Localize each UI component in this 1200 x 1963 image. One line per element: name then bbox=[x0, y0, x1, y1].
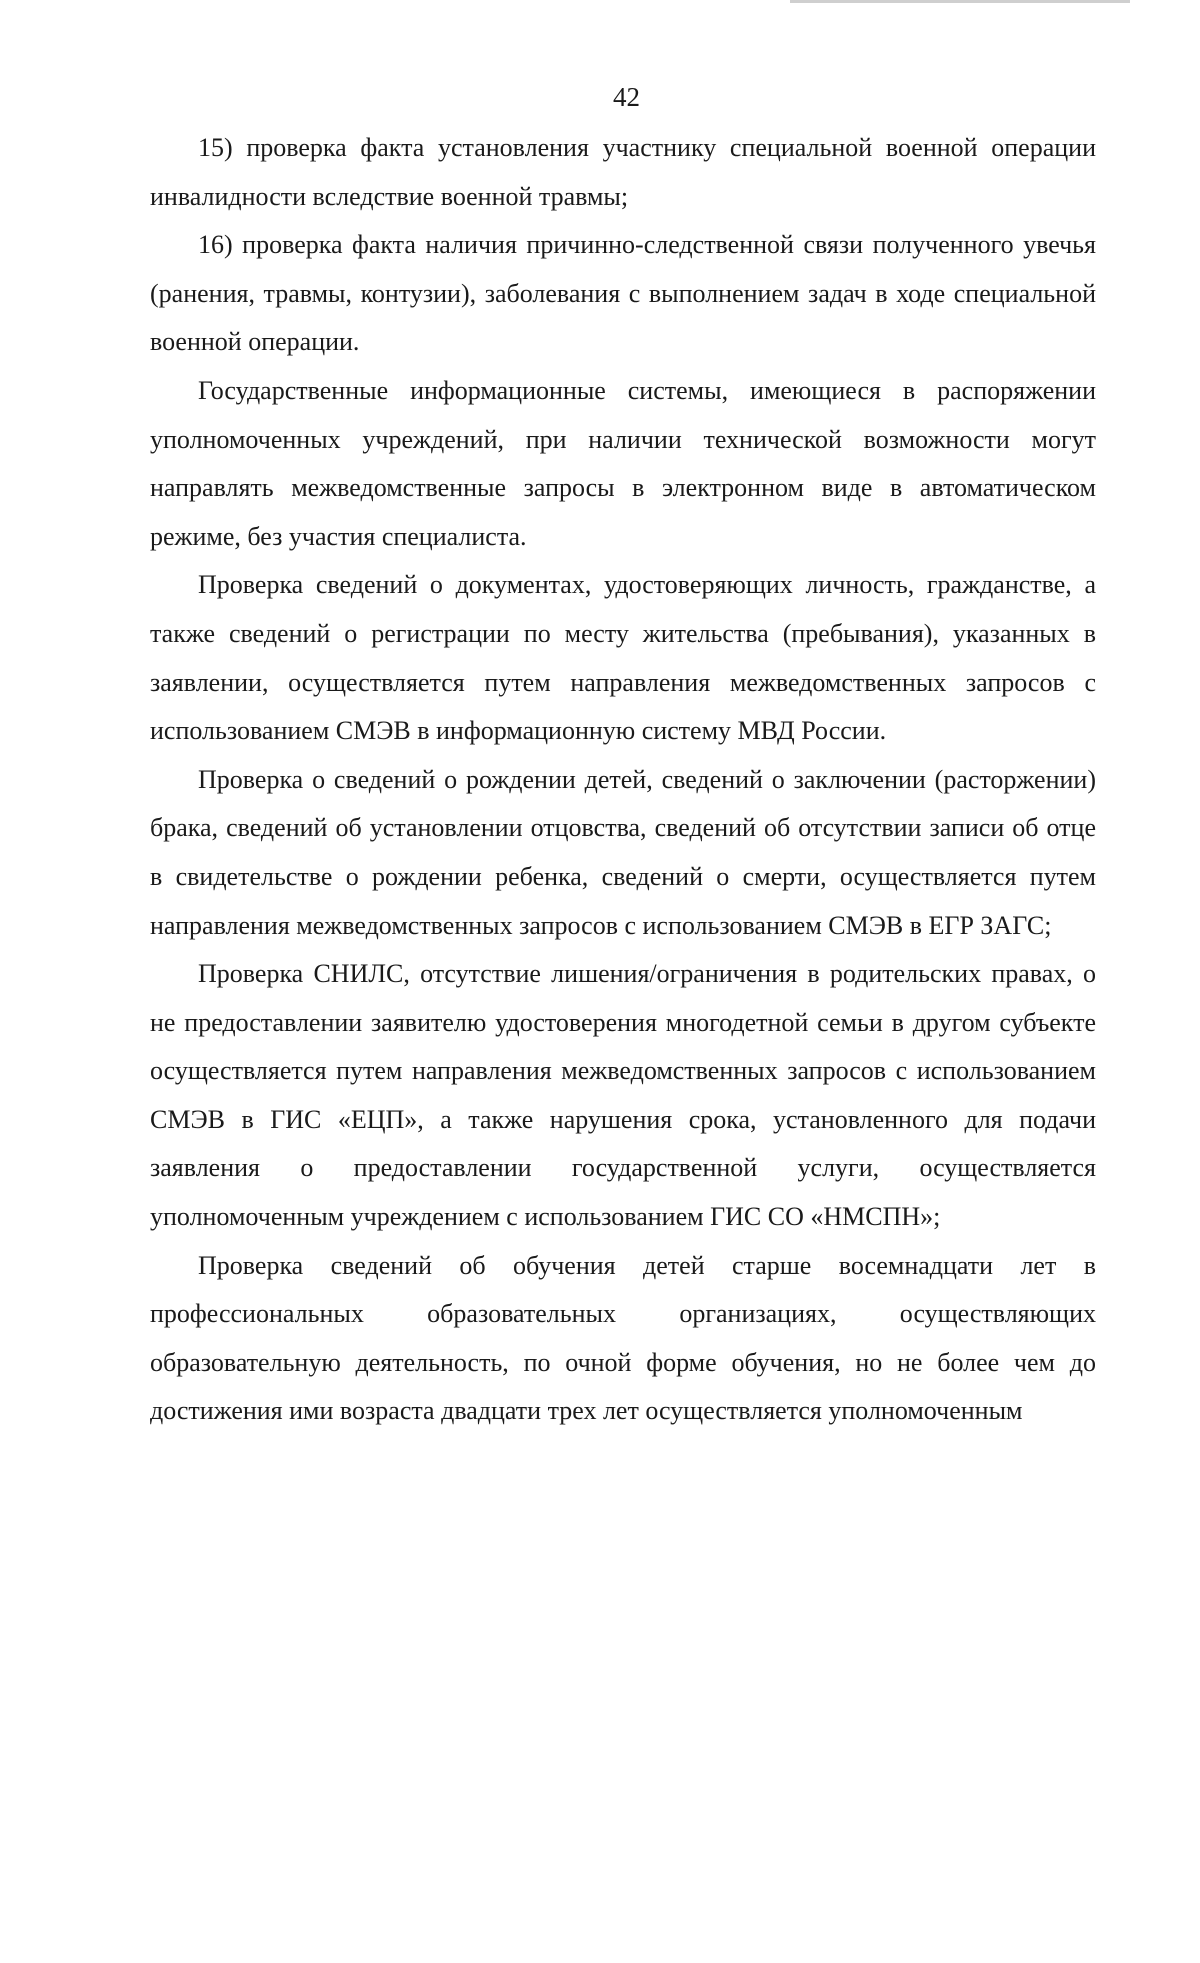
page-number: 42 bbox=[613, 82, 640, 112]
paragraph-education-check: Проверка сведений об обучения детей старше восемнадцати лет в профессиональных образовательных организациях, осуществляющих образовательную деятельность, по очной форме обучения, но не более чем до достижения ими возраста двадцати трех лет осуществляется уполномоченным bbox=[150, 1250, 1096, 1426]
paragraph-snils-check: Проверка СНИЛС, отсутствие лишения/ограничения в родительских правах, о не предоставлении заявителю удостоверения многодетной семьи в другом субъекте осуществляется путем направления межведомственных запросов с использованием СМЭВ в ГИС «ЕЦП», а также нарушения срока, установленного для подачи заявления о предоставлении государственной услуги, осуществляется уполномоченным учреждением с использованием ГИС СО «НМСПН»; bbox=[150, 959, 1096, 1232]
paragraph-identity-check: Проверка сведений о документах, удостоверяющих личность, гражданстве, а также сведений о регистрации по месту жительства (пребывания), указанных в заявлении, осуществляется путем направления межведомственных запросов с использованием СМЭВ в информационную систему МВД России. bbox=[150, 570, 1096, 746]
top-edge-line bbox=[790, 0, 1130, 3]
paragraph-civil-records-check: Проверка о сведений о рождении детей, сведений о заключении (расторжении) брака, сведений об установлении отцовства, сведений об отсутствии записи об отце в свидетельстве о рождении ребенка, сведений о смерти, осуществляется путем направления межведомственных запросов с использованием СМЭВ в ЕГР ЗАГС; bbox=[150, 764, 1096, 940]
paragraph-item-16: 16) проверка факта наличия причинно-следственной связи полученного увечья (ранения, травмы, контузии), заболевания с выполнением задач в ходе специальной военной операции. bbox=[150, 230, 1096, 357]
document-body bbox=[150, 124, 1096, 1436]
paragraph-item-15: 15) проверка факта установления участнику специальной военной операции инвалидности вследствие военной травмы; bbox=[150, 133, 1096, 211]
paragraph-information-systems: Государственные информационные системы, имеющиеся в распоряжении уполномоченных учреждений, при наличии технической возможности могут направлять межведомственные запросы в электронном виде в автоматическом режиме, без участия специалиста. bbox=[150, 375, 1096, 551]
